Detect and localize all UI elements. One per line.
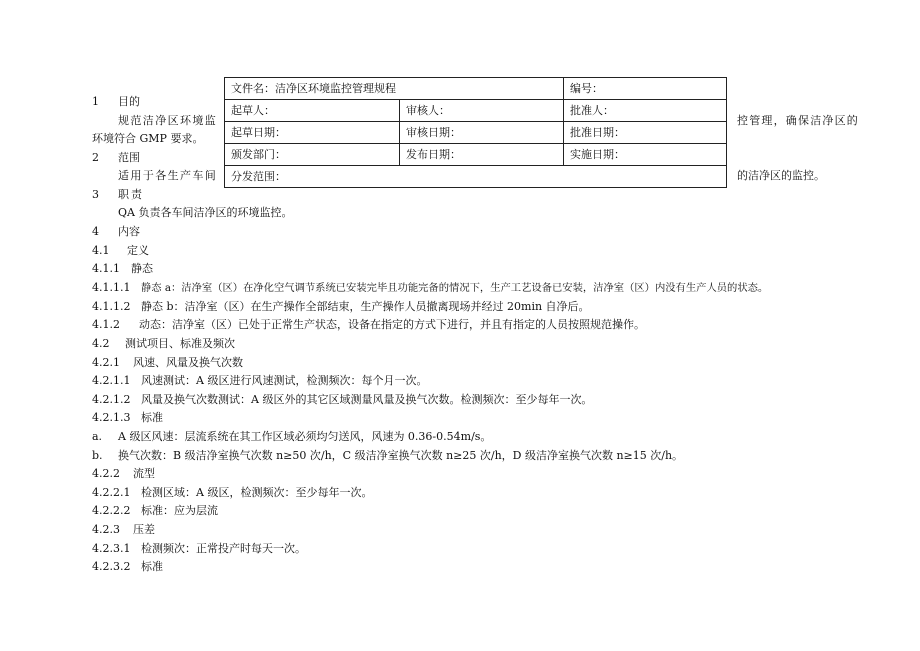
clause-text: 标准 [141, 560, 163, 573]
clause-number: 4.2.1.1 [92, 374, 131, 387]
clause-text: 风速测试：A 级区进行风速测试，检测频次：每个月一次。 [141, 374, 428, 387]
clause-number: 4.2.1.2 [92, 393, 131, 406]
release-date-cell: 发布日期： [400, 144, 564, 166]
clause-number: b. [92, 449, 103, 462]
clause-text: 风量及换气次数测试：A 级区外的其它区域测量风量及换气次数。检测频次：至少每年一次。 [141, 393, 593, 406]
clause-number: 4.2.2.1 [92, 486, 131, 499]
clause-text: 检测区域：A 级区，检测频次：至少每年一次。 [141, 486, 373, 499]
document-header-table [224, 77, 727, 188]
clause-text: 动态：洁净室（区）已处于正常生产状态，设备在指定的方式下进行，并且有指定的人员按照规范操作。 [139, 318, 645, 331]
clause-number: 4.2.1.3 [92, 411, 131, 424]
reviewer-cell: 审核人： [400, 100, 564, 122]
clause-text: 流型 [133, 467, 155, 480]
approver-cell: 批准人： [564, 100, 727, 122]
section-number: 1 [92, 95, 99, 108]
clause-text: 风速、风量及换气次数 [133, 356, 243, 369]
header-row [225, 122, 727, 144]
issuing-dept-cell: 颁发部门： [225, 144, 400, 166]
clause-number: 4.2.2 [92, 467, 120, 480]
section-number: 2 [92, 151, 99, 164]
clause-text: 标准：应为层流 [141, 504, 218, 517]
header-row [225, 100, 727, 122]
review-date-cell: 审核日期： [400, 122, 564, 144]
approve-date-cell: 批准日期： [564, 122, 727, 144]
clause-number: 4.2.1 [92, 356, 120, 369]
draft-date-cell: 起草日期： [225, 122, 400, 144]
clause-text: 压差 [133, 523, 155, 536]
clause-text: 定义 [127, 244, 149, 257]
clause-number: 4.2.3 [92, 523, 120, 536]
header-row [225, 78, 727, 100]
clause-text: 静态 a：洁净室（区）在净化空气调节系统已安装完毕且功能完备的情况下，生产工艺设备已安装，洁净室（区）内没有生产人员的状态。 [141, 282, 769, 294]
header-row [225, 144, 727, 166]
purpose-text-left: 规范洁净区环境监 [118, 114, 218, 127]
clause-number: 4.2 [92, 337, 110, 350]
scope-text-left: 适用于各生产车间 [118, 169, 218, 182]
section-title-responsibility: 职责 [118, 188, 144, 201]
section-number: 3 [92, 188, 99, 201]
clause-text: 换气次数：B 级洁净室换气次数 n≥50 次/h，C 级洁净室换气次数 n≥25 次/h，D 级洁净室换气次数 n≥15 次/h。 [118, 449, 684, 462]
number-cell: 编号： [564, 78, 727, 100]
clause-text: A 级区风速：层流系统在其工作区域必须均匀送风，风速为 0.36-0.54m/s。 [118, 430, 492, 443]
purpose-text-right: 控管理，确保洁净区的 [737, 114, 859, 127]
distribution-cell: 分发范围： [225, 166, 727, 188]
clause-number: 4.2.2.2 [92, 504, 131, 517]
section-title-scope: 范围 [118, 151, 140, 164]
clause-text: 静态 [131, 262, 153, 275]
clause-number: 4.1.1.1 [92, 281, 131, 294]
clause-text: 标准 [141, 411, 163, 424]
clause-number: 4.2.3.2 [92, 560, 131, 573]
scope-text-right: 的洁净区的监控。 [737, 169, 825, 182]
file-name-cell: 文件名：洁净区环境监控管理规程 [225, 78, 564, 100]
purpose-text-continued: 环境符合 GMP 要求。 [92, 132, 204, 145]
clause-number: 4.1.1.2 [92, 300, 131, 313]
effective-date-cell: 实施日期： [564, 144, 727, 166]
clause-number: 4.1.1 [92, 262, 120, 275]
clause-number: 4.1 [92, 244, 110, 257]
section-number: 4 [92, 225, 99, 238]
header-row [225, 166, 727, 188]
section-title-purpose: 目的 [118, 95, 140, 108]
drafter-cell: 起草人： [225, 100, 400, 122]
clause-text: 测试项目、标准及频次 [125, 337, 235, 350]
clause-text: 检测频次：正常投产时每天一次。 [141, 542, 306, 555]
clause-number: 4.2.3.1 [92, 542, 131, 555]
responsibility-text: QA 负责各车间洁净区的环境监控。 [118, 206, 293, 219]
section-title-content: 内容 [118, 225, 140, 238]
clause-number: 4.1.2 [92, 318, 120, 331]
clause-text: 静态 b：洁净室（区）在生产操作全部结束，生产操作人员撤离现场并经过 20min 自净后。 [141, 300, 590, 313]
clause-number: a. [92, 430, 103, 443]
